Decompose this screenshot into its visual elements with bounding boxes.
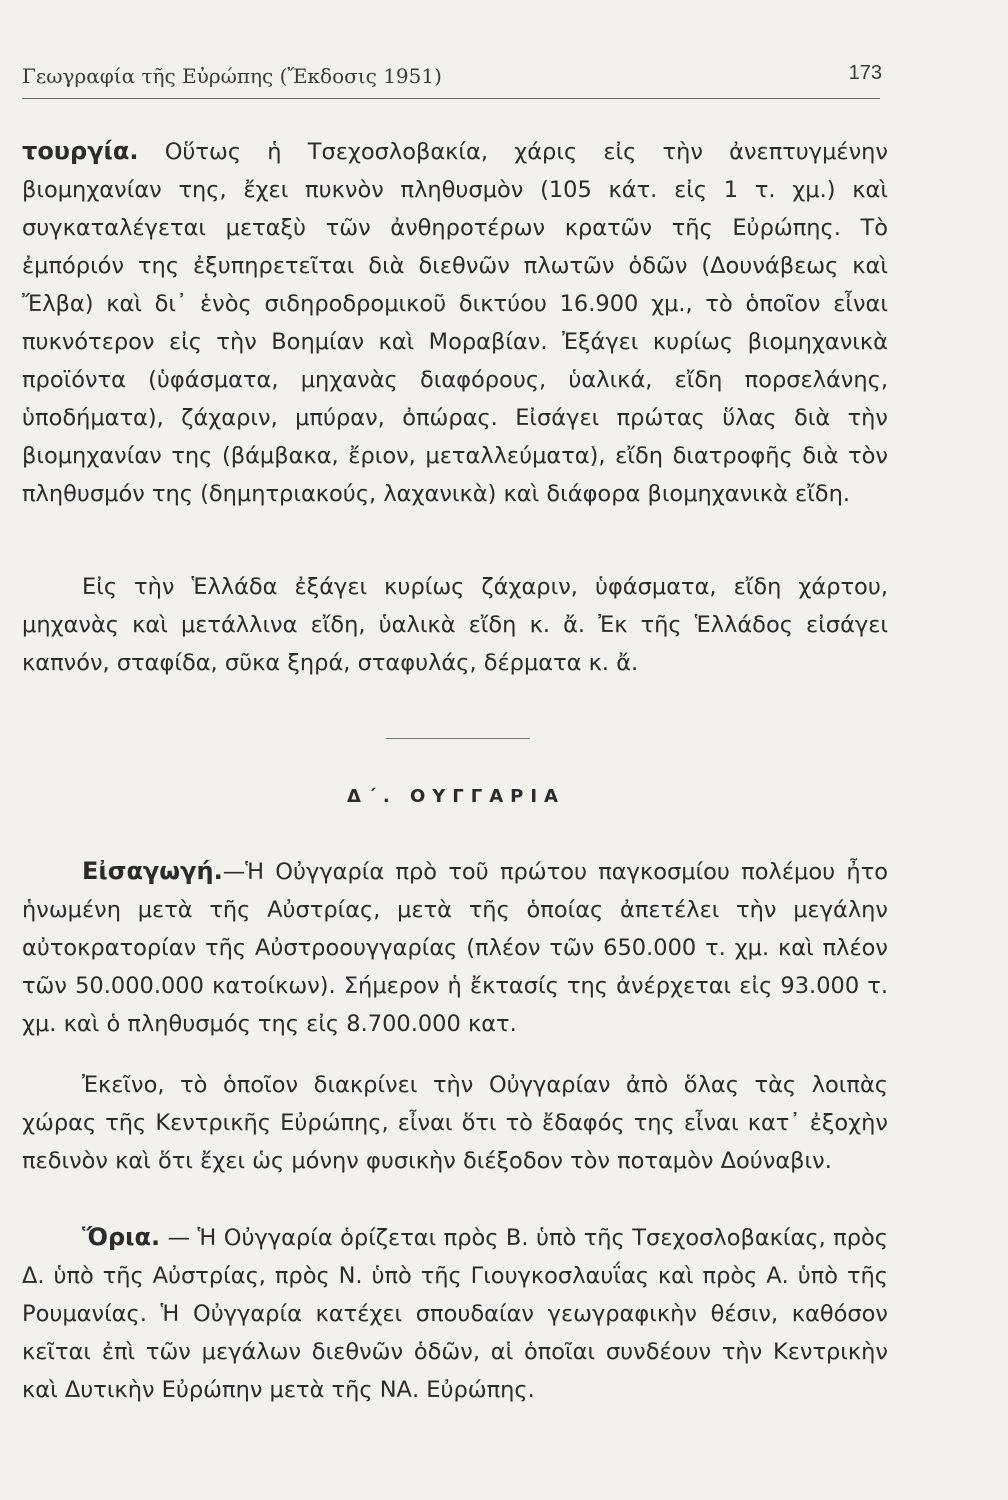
paragraph-borders — [22, 1218, 888, 1409]
borders-heading: Ὅρια. — [82, 1223, 161, 1251]
paragraph-terrain: Ἐκεῖνο, τὸ ὁποῖον διακρίνει τὴν Οὐγγαρίαν ἀπὸ ὅλας τὰς λοιπὰς χώρας τῆς Κεντρικῆς Εὐρώπης, εἶναι ὅτι τὸ ἔδαφός της εἶναι κατ᾽ ἐξοχὴν πεδινὸν καὶ ὅτι ἔχει ὡς μόνην φυσικὴν διέξοδον τὸν ποταμὸν Δούναβιν. — [22, 1072, 888, 1174]
section-title: Δ΄. ΟΥΓΓΑΡΙΑ — [346, 786, 565, 807]
paragraph-lead-word: τουργία. — [22, 137, 139, 165]
paragraph-introduction — [22, 852, 888, 1043]
running-head — [22, 64, 882, 88]
header-rule — [22, 98, 880, 99]
paragraph-continuation — [22, 132, 888, 513]
section-divider — [386, 738, 530, 739]
introduction-heading: Εἰσαγωγή. — [82, 857, 223, 885]
page-number: 173 — [848, 62, 882, 84]
paragraph-text: Οὕτως ἡ Τσεχοσλοβακία, χάρις εἰς τὴν ἀνεπτυγμένην βιομηχανίαν της, ἔχει πυκνὸν πληθυσμὸν (105 κάτ. εἰς 1 τ. χμ.) καὶ συγκαταλέγεται μεταξὺ τῶν ἀνθηροτέρων κρατῶν τῆς Εὐρώπης. Τὸ ἐμπόριόν της ἐξυπηρετεῖται διὰ διεθνῶν πλωτῶν ὁδῶν (Δουνάβεως καὶ Ἔλβα) καὶ δι᾽ ἑνὸς σιδηροδρομικοῦ δικτύου 16.900 χμ., τὸ ὁποῖον εἶναι πυκνότερον εἰς τὴν Βοημίαν καὶ Μοραβίαν. Ἐξάγει κυρίως βιομηχανικὰ προϊόντα (ὑφάσματα, μηχανὰς διαφόρους, ὑαλικά, εἴδη πορσελάνης, ὑποδήματα), ζάχαριν, μπύραν, ὀπώρας. Εἰσάγει πρώτας ὕλας διὰ τὴν βιομηχανίαν της (βάμβακα, ἔριον, μεταλλεύματα), εἴδη διατροφῆς διὰ τὸν πληθυσμόν της (δημητριακούς, λαχανικὰ) καὶ διάφορα βιομηχανικὰ εἴδη. — [22, 139, 888, 507]
paragraph-text: — Ἡ Οὐγγαρία ὁρίζεται πρὸς Β. ὑπὸ τῆς Τσεχοσλοβακίας, πρὸς Δ. ὑπὸ τῆς Αὐστρίας, πρὸς Ν. ὑπὸ τῆς Γιουγκοσλαυΐας καὶ πρὸς Α. ὑπὸ τῆς Ρουμανίας. Ἡ Οὐγγαρία κατέχει σπουδαίαν γεωγραφικὴν θέσιν, καθόσον κεῖται ἐπὶ τῶν μεγάλων διεθνῶν ὁδῶν, αἱ ὁποῖαι συνδέουν τὴν Κεντρικὴν καὶ Δυτικὴν Εὐρώπην μετὰ τῆς ΝΑ. Εὐρώπης. — [22, 1225, 888, 1403]
paragraph-trade-greece: Εἰς τὴν Ἑλλάδα ἐξάγει κυρίως ζάχαριν, ὑφάσματα, εἴδη χάρτου, μηχανὰς καὶ μετάλλινα εἴδη, ὑαλικὰ εἴδη κ. ἄ. Ἐκ τῆς Ἑλλάδος εἰσάγει καπνόν, σταφίδα, σῦκα ξηρά, σταφυλάς, δέρματα κ. ἄ. — [22, 574, 888, 676]
paragraph-text: —Ἡ Οὐγγαρία πρὸ τοῦ πρώτου παγκοσμίου πολέμου ἦτο ἡνωμένη μετὰ τῆς Αὐστρίας, μετὰ τῆς ὁποίας ἀπετέλει τὴν μεγάλην αὐτοκρατορίαν τῆς Αὐστροουγγαρίας (πλέον τῶν 650.000 τ. χμ. καὶ πλέον τῶν 50.000.000 κατοίκων). Σήμερον ἡ ἔκτασίς της ἀνέρχεται εἰς 93.000 τ. χμ. καὶ ὁ πληθυσμός της εἰς 8.700.000 κατ. — [22, 859, 888, 1037]
running-title: Γεωγραφία τῆς Εὐρώπης (Ἔκδοσις 1951) — [22, 64, 442, 88]
